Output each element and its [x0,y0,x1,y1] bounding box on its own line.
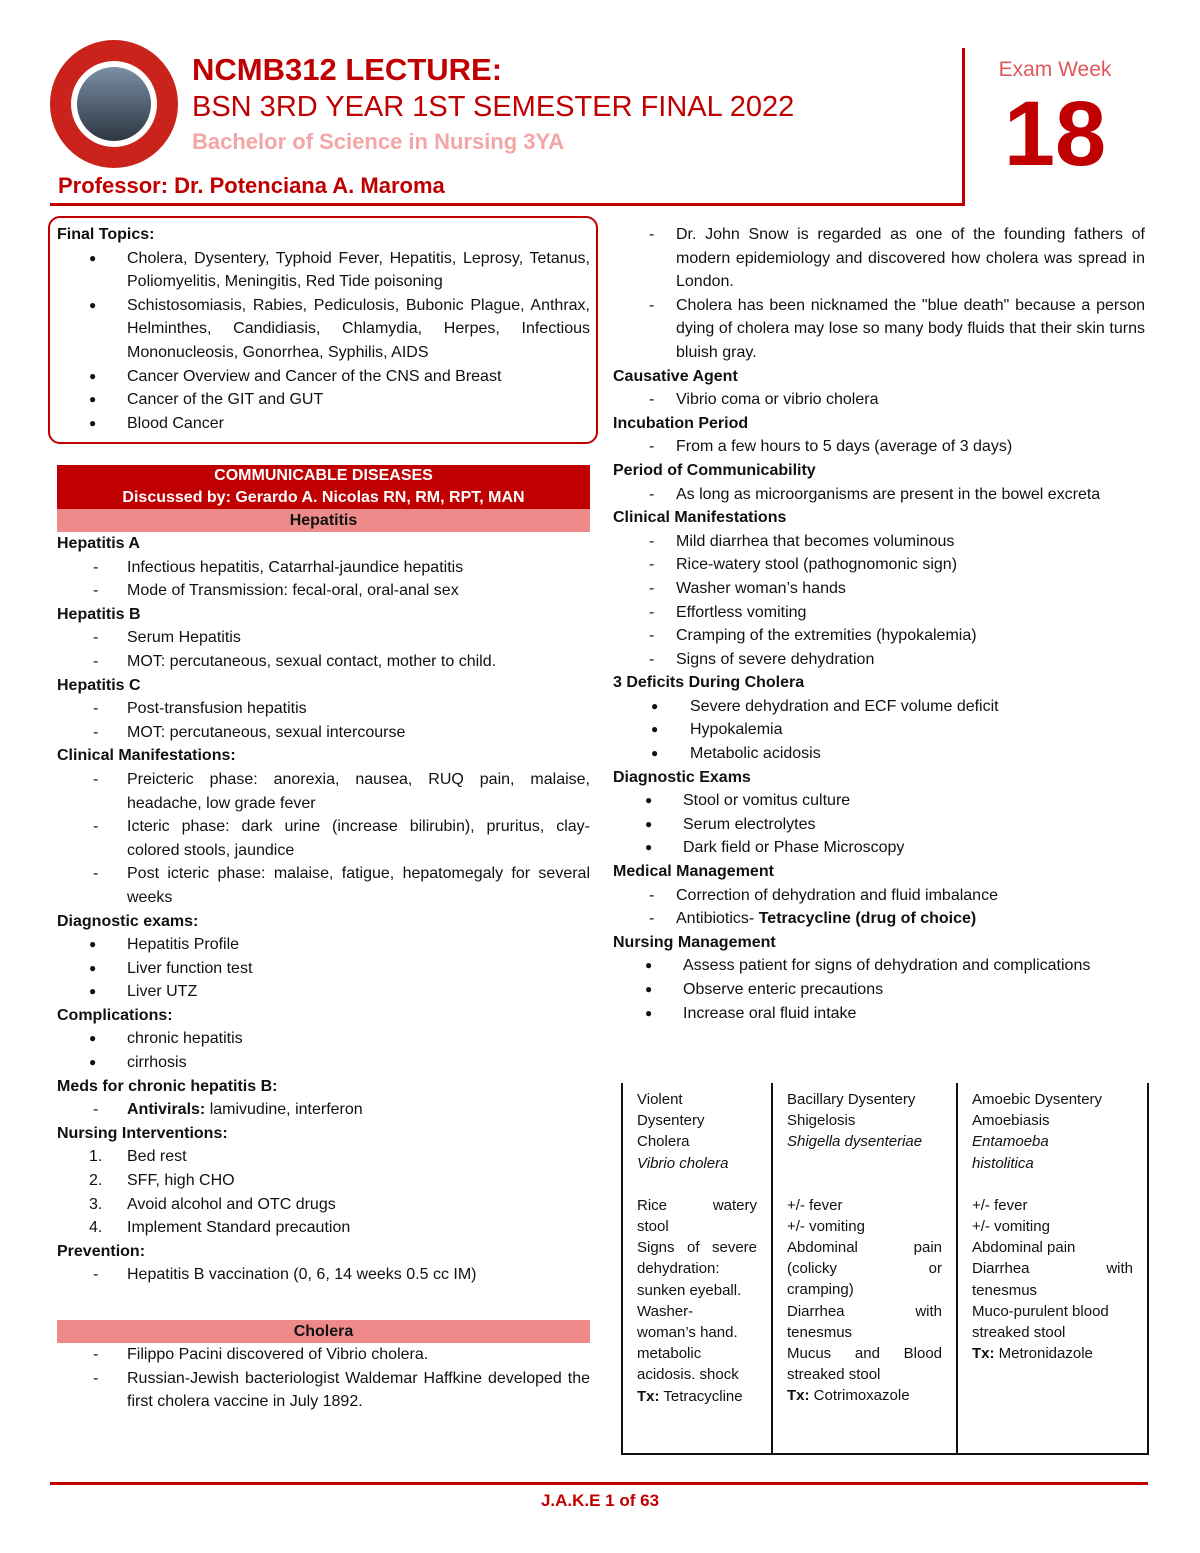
list-item: - Serum Hepatitis [57,626,590,650]
list-item: - Cramping of the extremities (hypokalemia) [613,624,1145,648]
table-cell: Cholera [637,1133,690,1151]
antivirals-label: Antivirals: [127,1101,206,1119]
list-item: ● Cancer Overview and Cancer of the CNS and Breast [57,365,590,389]
exam-week-label: Exam Week [998,58,1112,81]
table-cell: Diarrhea with [972,1260,1133,1278]
table-cell: Washer- [637,1302,694,1320]
hepatitis-b-list [57,626,590,673]
table-cell: metabolic [637,1345,702,1363]
final-topics [57,223,590,435]
table-cell: Signs of severe [637,1239,757,1257]
table-column-cholera [623,1083,773,1453]
table-cell: Amoebiasis [972,1112,1050,1130]
nursing-management-heading: Nursing Management [613,933,776,951]
hepatitis-diagnostic-heading: Diagnostic exams: [57,912,199,930]
cholera-intro [57,1320,590,1414]
communicable-diseases-banner [57,465,590,509]
table-cell: tenesmus [787,1323,853,1341]
list-item [57,1098,590,1122]
table-cell: +/- fever [787,1196,843,1214]
table-cell: histolitica [972,1154,1034,1172]
list-item: 4. Implement Standard precaution [89,1219,351,1237]
causative-agent-list [613,388,1145,412]
list-item: - Russian-Jewish bacteriologist Waldemar Haffkine developed the first cholera vaccine in July 1892. [57,1367,590,1414]
header-vertical-divider [962,48,965,205]
list-item: - Washer woman’s hands [613,577,1145,601]
header-divider [50,203,965,206]
list-item: - Preicteric phase: anorexia, nausea, RUQ pain, malaise, headache, low grade fever [57,768,590,815]
incubation-list [613,435,1145,459]
banner-discussed-by: Discussed by: Gerardo A. Nicolas RN, RM, RPT, MAN [122,489,525,506]
table-cell: Shigelosis [787,1112,856,1130]
list-item: ● Increase oral fluid intake [613,1002,1145,1026]
list-item: - Vibrio coma or vibrio cholera [613,388,1145,412]
cholera-history-list [57,1343,590,1414]
nursing-interventions-list [57,1145,590,1239]
list-item: - Filippo Pacini discovered of Vibrio cholera. [57,1343,590,1367]
list-item: - MOT: percutaneous, sexual contact, mother to child. [57,650,590,674]
table-cell: +/- vomiting [972,1218,1050,1236]
list-item: ● Observe enteric precautions [613,978,1145,1002]
communicability-heading: Period of Communicability [613,461,816,479]
deficits-list [613,695,1145,766]
list-item: ● Serum electrolytes [613,813,1145,837]
cholera-section-bar: Cholera [57,1320,590,1343]
list-item: 3. Avoid alcohol and OTC drugs [89,1195,336,1213]
table-cell: Tx: Metronidazole [972,1345,1093,1363]
right-column [613,223,1145,1025]
footer-divider [50,1482,1148,1485]
list-item: 1. Bed rest [89,1148,187,1166]
left-column [57,465,590,1287]
list-item [613,907,1145,931]
list-item: ● Assess patient for signs of dehydration and complications [613,954,1145,978]
cholera-diagnostic-heading: Diagnostic Exams [613,768,751,786]
table-cell: sunken eyeball. [637,1281,742,1299]
cholera-clinical-list [613,530,1145,672]
cholera-diagnostic-list [613,789,1145,860]
list-item: - Mild diarrhea that becomes voluminous [613,530,1145,554]
table-cell: Dysentery [637,1112,705,1130]
table-column-bacillary [773,1083,958,1453]
table-cell: Abdominal pain [972,1239,1076,1257]
antivirals-drugs: lamivudine, interferon [205,1101,363,1119]
list-item: - Post icteric phase: malaise, fatigue, hepatomegaly for several weeks [57,862,590,909]
list-item: ● Stool or vomitus culture [613,789,1145,813]
table-cell: woman’s hand. [637,1324,738,1342]
table-cell: Bacillary Dysentery [787,1091,916,1108]
list-item: - Rice-watery stool (pathognomonic sign) [613,553,1145,577]
table-cell: stool [637,1218,669,1236]
list-item: - Effortless vomiting [613,601,1145,625]
logo-photo [77,67,151,141]
table-cell: (colicky or [787,1260,942,1278]
table-cell: Mucus and Blood [787,1345,942,1363]
list-item: - Correction of dehydration and fluid imbalance [613,884,1145,908]
list-item: - From a few hours to 5 days (average of 3 days) [613,435,1145,459]
table-cell: Amoebic Dysentery [972,1091,1103,1108]
course-title: NCMB312 LECTURE: [192,52,503,87]
final-topics-list [57,247,590,436]
list-item: ● Cholera, Dysentery, Typhoid Fever, Hepatitis, Leprosy, Tetanus, Poliomyelitis, Meningitis, Red Tide poisoning [57,247,590,294]
list-item: - Signs of severe dehydration [613,648,1145,672]
list-item: - Infectious hepatitis, Catarrhal-jaundice hepatitis [57,556,590,580]
table-cell: Violent [637,1091,683,1108]
list-item: ● cirrhosis [57,1051,590,1075]
list-item: - Post-transfusion hepatitis [57,697,590,721]
cholera-history-list-continued [613,223,1145,365]
hepatitis-b-heading: Hepatitis B [57,605,141,623]
program-name: Bachelor of Science in Nursing 3YA [192,129,565,154]
deficits-heading: 3 Deficits During Cholera [613,674,805,692]
list-item: ● Dark field or Phase Microscopy [613,836,1145,860]
cholera-clinical-heading: Clinical Manifestations [613,509,787,527]
list-item: ● Liver function test [57,957,590,981]
list-item: ● Schistosomiasis, Rabies, Pediculosis, Bubonic Plague, Anthrax, Helminthes, Candidiasis, Chlamydia, Herpes, Infectious Mononucleosis, Gonorrhea, Syphilis, AIDS [57,294,590,365]
prevention-list [57,1263,590,1287]
professor-name: Professor: Dr. Potenciana A. Maroma [58,173,445,198]
hepatitis-c-heading: Hepatitis C [57,676,141,694]
table-cell: Muco-purulent blood [972,1302,1109,1320]
table-cell: Shigella dysenteriae [787,1133,923,1151]
list-item: ● Cancer of the GIT and GUT [57,388,590,412]
hepatitis-meds-list [57,1098,590,1122]
hepatitis-a-list [57,556,590,603]
hepatitis-section-bar: Hepatitis [57,509,590,532]
list-item: ● Metabolic acidosis [613,742,1145,766]
table-cell: Entamoeba [972,1133,1049,1151]
list-item: - As long as microorganisms are present in the bowel excreta [613,483,1145,507]
list-item: ● chronic hepatitis [57,1027,590,1051]
table-cell: dehydration: [637,1260,720,1278]
logo [50,40,178,168]
hepatitis-complications-heading: Complications: [57,1006,173,1024]
nursing-management-list [613,954,1145,1025]
list-item: - MOT: percutaneous, sexual intercourse [57,721,590,745]
table-cell: streaked stool [972,1324,1066,1342]
table-cell: Vibrio cholera [637,1154,729,1172]
list-item: - Cholera has been nicknamed the "blue death" because a person dying of cholera may lose so many body fluids that their skin turns bluish gray. [613,294,1145,365]
banner-title: COMMUNICABLE DISEASES [214,467,433,484]
dysentery-comparison-table [621,1083,1149,1455]
prevention-heading: Prevention: [57,1242,146,1260]
list-item: ● Blood Cancer [57,412,590,436]
incubation-heading: Incubation Period [613,414,749,432]
list-item: - Mode of Transmission: fecal-oral, oral-anal sex [57,579,590,603]
list-item: 2. SFF, high CHO [89,1172,235,1190]
hepatitis-a-heading: Hepatitis A [57,535,140,552]
table-cell: streaked stool [787,1366,881,1384]
hepatitis-c-list [57,697,590,744]
medical-management-list [613,884,1145,931]
table-column-amoebic [958,1083,1147,1453]
medical-management-heading: Medical Management [613,863,774,881]
hepatitis-diagnostic-list [57,933,590,1004]
list-item: - Icteric phase: dark urine (increase bilirubin), pruritus, clay-colored stools, jaundice [57,815,590,862]
page-number: J.A.K.E 1 of 63 [540,1491,660,1510]
list-item: ● Liver UTZ [57,980,590,1004]
list-item: - Hepatitis B vaccination (0, 6, 14 weeks 0.5 cc IM) [57,1263,590,1287]
table-cell: +/- vomiting [787,1217,865,1235]
communicability-list [613,483,1145,507]
course-subtitle: BSN 3RD YEAR 1ST SEMESTER FINAL 2022 [192,91,795,123]
table-cell: Diarrhea with [787,1302,942,1320]
hepatitis-clinical-heading: Clinical Manifestations: [57,747,236,765]
table-cell: Abdominal pain [787,1239,942,1257]
drug-of-choice: Tetracycline (drug of choice) [758,910,977,928]
final-topics-heading: Final Topics: [57,226,155,243]
table-cell: cramping) [787,1281,854,1299]
table-cell: acidosis. shock [637,1366,739,1384]
hepatitis-meds-heading: Meds for chronic hepatitis B: [57,1077,278,1095]
hepatitis-clinical-list [57,768,590,910]
nursing-interventions-heading: Nursing Interventions: [57,1124,228,1142]
logo-inner [71,61,157,147]
table-cell: +/- fever [972,1196,1028,1214]
list-item: ● Hepatitis Profile [57,933,590,957]
table-cell: tenesmus [972,1281,1038,1299]
table-cell: Tx: Tetracycline [637,1387,743,1405]
list-item: ● Severe dehydration and ECF volume deficit [613,695,1145,719]
hepatitis-complications-list [57,1027,590,1074]
list-item: ● Hypokalemia [613,718,1145,742]
causative-agent-heading: Causative Agent [613,367,738,385]
table-cell: Rice watery [637,1196,757,1214]
antibiotics-label: Antibiotics- [676,910,759,928]
exam-week-number: 18 [1003,83,1107,185]
list-item: - Dr. John Snow is regarded as one of the founding fathers of modern epidemiology and discovered how cholera was spread in London. [613,223,1145,294]
table-cell: Tx: Cotrimoxazole [787,1387,910,1405]
